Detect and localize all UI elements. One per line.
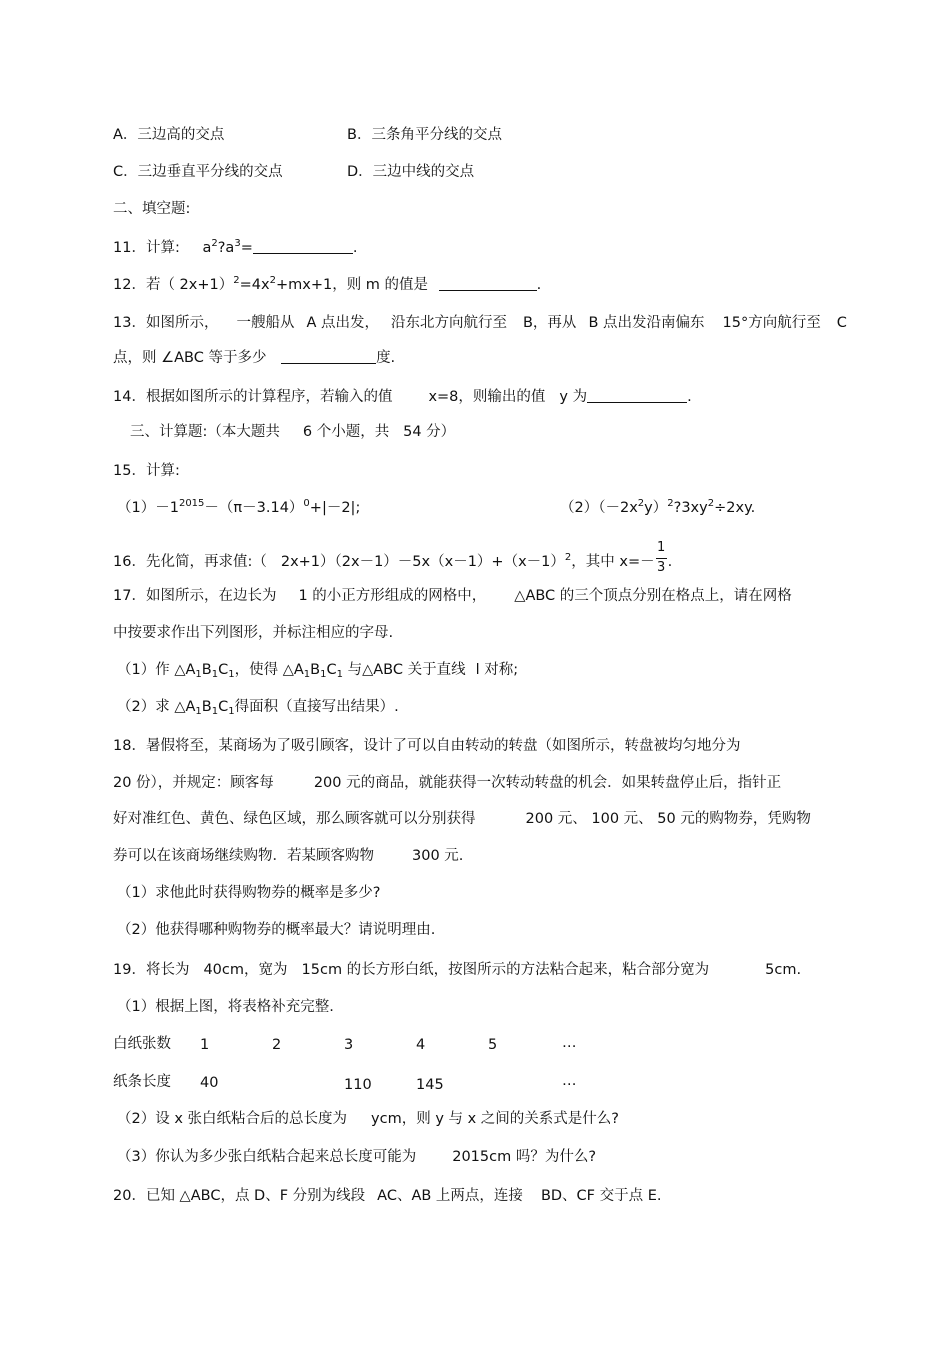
question-17-part-2: （2）求 $\triangle A_1B_1C_1$得面积（直接写出结果）. — [117, 699, 399, 717]
question-13-line-2: 点，则 ∠ABC 等于多少 度. — [113, 350, 396, 366]
table-cell: 40 — [200, 1075, 219, 1091]
question-14: 14．根据如图所示的计算程序，若输入的值 x=8，则输出的值 y 为 . — [113, 389, 692, 405]
table-cell: 5 — [488, 1037, 498, 1053]
question-15-title: 15．计算: — [113, 463, 180, 479]
answer-blank — [281, 349, 376, 364]
table-header-length: 纸条长度 — [113, 1074, 171, 1090]
answer-blank — [439, 276, 537, 291]
question-16: 16．先化简，再求值:（ $2x+1)(2x-1)-5x(x-1)+(x-1)^2$，其中 x=－ $\frac{1}{3}$ . — [113, 540, 672, 578]
table-cell: 110 — [344, 1077, 372, 1093]
option-a: A．三边高的交点 — [113, 127, 225, 143]
question-19-line-1: 19．将长为 40cm，宽为 15cm 的长方形白纸，按图所示的方法粘合起来，粘合部分宽为 5cm. — [113, 962, 802, 978]
table-cell: 2 — [272, 1037, 282, 1053]
question-18-line-4: 券可以在该商场继续购物．若某顾客购物 300 元. — [113, 848, 464, 864]
question-13-line-1: 13．如图所示， 一艘船从 A 点出发， 沿东北方向航行至 B，再从 B 点出发沿南偏东 15°方向航行至 C — [113, 315, 847, 331]
question-15-part-1: $(1)-1^{2015}-(\pi-3.14)^0+|-2|$; — [117, 498, 361, 516]
table-cell-ellipsis: … — [562, 1073, 577, 1089]
table-header-sheets: 白纸张数 — [113, 1036, 171, 1052]
section-3-heading: 三、计算题:（本大题共 6 个小题，共 54 分） — [130, 424, 456, 440]
question-17-line-1: 17．如图所示，在边长为 1 的小正方形组成的网格中， △ABC 的三个顶点分别在格点上，请在网格 — [113, 588, 792, 604]
question-18-part-1: （1）求他此时获得购物券的概率是多少? — [117, 885, 381, 901]
option-c: C．三边垂直平分线的交点 — [113, 164, 283, 180]
question-17-line-2: 中按要求作出下列图形，并标注相应的字母. — [113, 625, 394, 641]
table-cell: 4 — [416, 1037, 426, 1053]
table-cell: 145 — [416, 1077, 444, 1093]
question-18-part-2: （2）他获得哪种购物券的概率最大？请说明理由. — [117, 922, 436, 938]
question-12: 12．若（ $2x+1)^2=4x^2+mx+1$，则 m 的值是 . — [113, 275, 542, 293]
fraction-one-third: $\frac{1}{3}$ — [656, 540, 666, 575]
section-2-heading: 二、填空题: — [113, 201, 191, 217]
answer-blank — [587, 388, 687, 403]
q11-label: 11．计算: — [113, 240, 180, 256]
table-cell: 1 — [200, 1037, 210, 1053]
question-18-line-3: 好对准红色、黄色、绿色区域，那么顾客就可以分别获得 200 元、 100 元、 50 元的购物券，凭购物 — [113, 811, 811, 827]
question-19-part-1: （1）根据上图，将表格补充完整. — [117, 999, 334, 1015]
question-18-line-1: 18．暑假将至，某商场为了吸引顾客，设计了可以自由转动的转盘（如图所示，转盘被均匀地分为 — [113, 738, 741, 754]
option-b: B．三条角平分线的交点 — [347, 127, 502, 143]
question-11: 11．计算: $a^2?a^3=$ . — [113, 238, 358, 256]
question-18-line-2: 20 份），并规定：顾客每 200 元的商品，就能获得一次转动转盘的机会．如果转盘停止后，指针正 — [113, 775, 782, 791]
question-20: 20．已知 △ABC，点 D、F 分别为线段 AC、AB 上两点，连接 BD、CF 交于点 E. — [113, 1188, 662, 1204]
option-d: D．三边中线的交点 — [347, 164, 475, 180]
question-19-part-2: （2）设 x 张白纸粘合后的总长度为 ycm，则 y 与 x 之间的关系式是什么? — [117, 1111, 620, 1127]
question-19-part-3: （3）你认为多少张白纸粘合起来总长度可能为 2015cm 吗？为什么? — [117, 1149, 597, 1165]
answer-blank — [253, 239, 353, 254]
table-cell-ellipsis: … — [562, 1035, 577, 1051]
question-15-part-2: $(2)(-2x^2y)^2?3xy^2\div 2xy$. — [560, 498, 756, 516]
table-cell: 3 — [344, 1037, 354, 1053]
question-17-part-1: （1）作 $\triangle A_1B_1C_1$，使得 $\triangle A_1B_1C_1$ 与△ABC 关于直线 l 对称; — [117, 662, 519, 680]
